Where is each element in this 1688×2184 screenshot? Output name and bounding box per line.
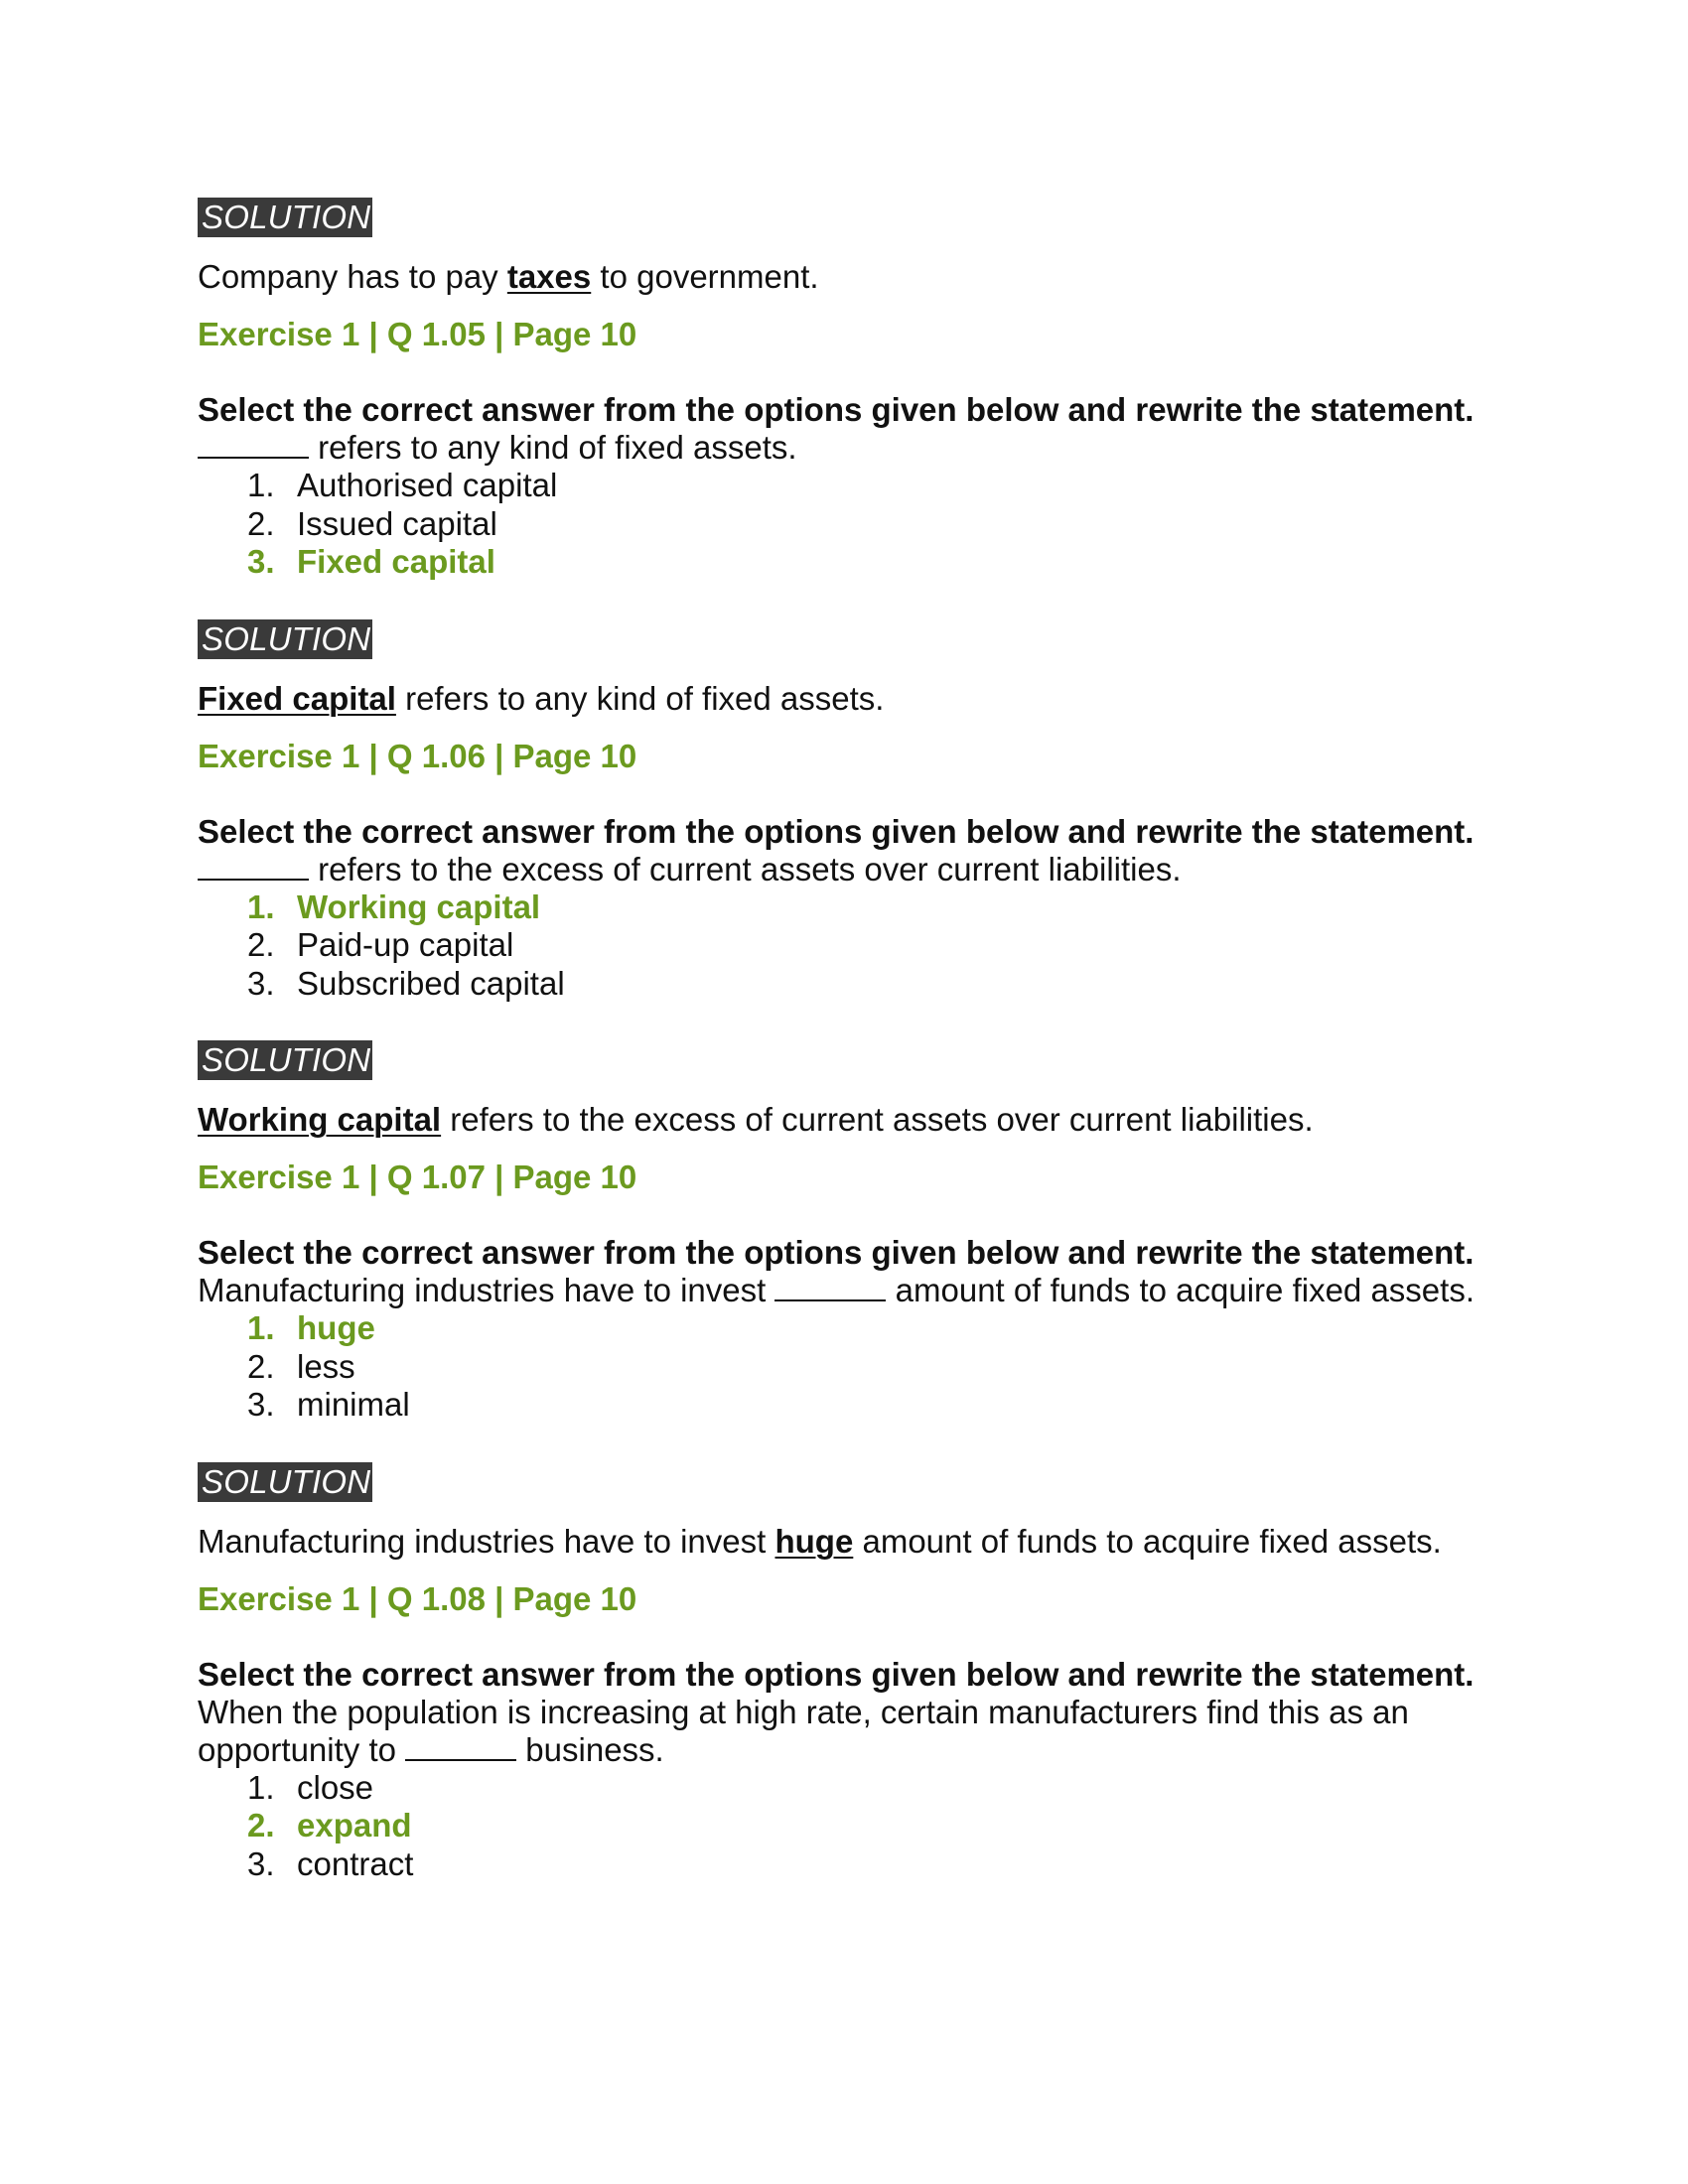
question-instruction: Select the correct answer from the options given below and rewrite the statement. [198, 391, 1475, 428]
option-item: 2. Paid-up capital [247, 926, 514, 963]
question-statement: refers to the excess of current assets over current liabilities. [198, 851, 1508, 888]
question-instruction: Select the correct answer from the options given below and rewrite the statement. [198, 1234, 1475, 1271]
exercise-heading[interactable]: Exercise 1 | Q 1.05 | Page 10 [198, 316, 637, 352]
solution-text: Working capital refers to the excess of current assets over current liabilities. [198, 1101, 1314, 1138]
option-item-correct: 3. Fixed capital [247, 543, 495, 580]
options-list [198, 467, 1508, 582]
option-item: 3. contract [247, 1844, 414, 1882]
solution-answer: Working capital [198, 1101, 442, 1138]
option-item-correct: 1. Working capital [247, 887, 541, 925]
exercise-heading[interactable]: Exercise 1 | Q 1.08 | Page 10 [198, 1579, 637, 1617]
option-item: 2. less [247, 1347, 355, 1385]
question-instruction: Select the correct answer from the options given below and rewrite the statement. [198, 1655, 1475, 1693]
question-statement: refers to any kind of fixed assets. [198, 429, 1508, 467]
solution-label: SOLUTION [198, 1040, 372, 1080]
question-block-q108 [198, 1579, 1508, 1884]
solution-label: SOLUTION [198, 619, 372, 659]
question-instruction: Select the correct answer from the options given below and rewrite the statement. [198, 812, 1475, 850]
options-list [198, 1309, 1508, 1425]
solution-label: SOLUTION [198, 1462, 372, 1502]
document-page [198, 198, 1508, 1883]
options-list [198, 888, 1508, 1004]
question-block-q106 [198, 737, 1508, 1141]
solution-text: Fixed capital refers to any kind of fixed assets. [198, 679, 885, 717]
option-item-correct: 2. expand [247, 1807, 412, 1843]
solution-answer: Fixed capital [198, 679, 396, 717]
question-block-q107 [198, 1158, 1508, 1562]
solution-block-0 [198, 198, 1508, 297]
answer-blank [198, 851, 309, 881]
solution-label: SOLUTION [198, 198, 372, 237]
answer-blank [774, 1272, 886, 1301]
option-item-correct: 1. huge [247, 1309, 375, 1346]
solution-answer: huge [774, 1522, 854, 1560]
option-item: 3. Subscribed capital [247, 964, 565, 1002]
option-item: 3. minimal [247, 1386, 410, 1423]
option-item: 2. Issued capital [247, 504, 497, 542]
answer-blank [198, 429, 309, 459]
question-statement: Manufacturing industries have to invest amount of funds to acquire fixed assets. [198, 1272, 1475, 1308]
question-block-q105 [198, 315, 1508, 719]
question-statement: When the population is increasing at high rate, certain manufacturers find this as an opportunity to business. [198, 1693, 1409, 1768]
solution-answer: taxes [506, 258, 592, 295]
options-list [198, 1769, 1508, 1884]
answer-blank [405, 1731, 516, 1761]
option-item: 1. Authorised capital [247, 467, 558, 503]
option-item: 1. close [247, 1768, 374, 1806]
exercise-heading[interactable]: Exercise 1 | Q 1.07 | Page 10 [198, 1159, 637, 1195]
solution-text: Manufacturing industries have to invest huge amount of funds to acquire fixed assets. [198, 1522, 1442, 1560]
solution-text: Company has to pay taxes to government. [198, 258, 819, 295]
exercise-heading[interactable]: Exercise 1 | Q 1.06 | Page 10 [198, 737, 637, 774]
